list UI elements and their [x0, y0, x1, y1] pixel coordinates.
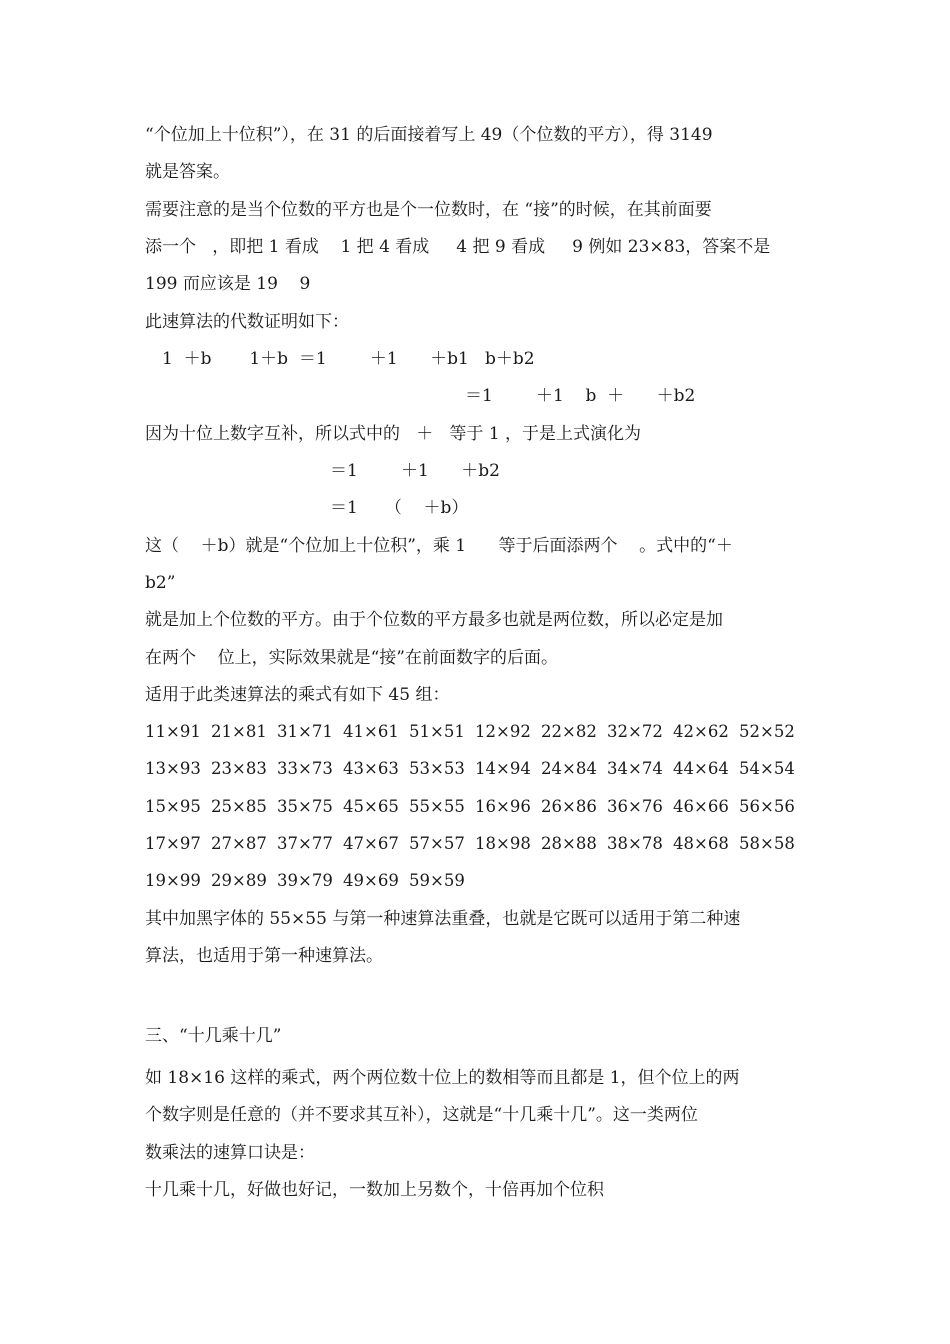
paragraph-line: 就是答案。 [145, 162, 230, 182]
paragraph-line: b2” [145, 573, 176, 593]
table-cell: 19×99 [145, 871, 201, 890]
table-cell: 31×71 [277, 722, 333, 741]
paragraph-line: 十几乘十几，好做也好记，一数加上另数个，十倍再加个位积 [145, 1180, 604, 1200]
table-cell: 27×87 [211, 834, 267, 853]
paragraph-line: 数乘法的速算口诀是： [145, 1143, 315, 1163]
table-cell: 48×68 [673, 834, 729, 853]
paragraph-line: 199 而应该是 19 9 [145, 274, 311, 294]
table-cell: 24×84 [541, 759, 597, 778]
paragraph-line: 如 18×16 这样的乘式，两个两位数十位上的数相等而且都是 1，但个位上的两 [145, 1068, 740, 1088]
paragraph-line: 此速算法的代数证明如下： [145, 312, 349, 332]
table-cell: 56×56 [739, 797, 795, 816]
table-cell: 25×85 [211, 797, 267, 816]
table-cell: 57×57 [409, 834, 465, 853]
table-cell: 26×86 [541, 797, 597, 816]
paragraph-line: 算法，也适用于第一种速算法。 [145, 946, 383, 966]
table-row [145, 758, 805, 780]
table-cell: 55×55 [409, 797, 465, 816]
paragraph-line: 需要注意的是当个位数的平方也是个一位数时，在 “接”的时候，在其前面要 [145, 200, 712, 220]
table-cell: 18×98 [475, 834, 531, 853]
formula-line: ＝1 （ ＋b） [330, 498, 469, 518]
table-cell: 33×73 [277, 759, 333, 778]
table-cell: 38×78 [607, 834, 663, 853]
paragraph-line: 因为十位上数字互补，所以式中的 ＋ 等于 1 ，于是上式演化为 [145, 424, 642, 444]
table-cell: 35×75 [277, 797, 333, 816]
table-row [145, 833, 805, 855]
table-cell: 51×51 [409, 722, 465, 741]
paragraph-line: 这（ ＋b）就是“个位加上十位积”，乘 1 等于后面添两个 。式中的“＋ [145, 536, 733, 556]
table-cell: 41×61 [343, 722, 399, 741]
formula-line: ＝1 ＋1 b ＋ ＋b2 [465, 386, 696, 406]
table-row [145, 721, 805, 743]
table-cell: 53×53 [409, 759, 465, 778]
formula-line: ＝1 ＋1 ＋b2 [330, 461, 500, 481]
table-cell: 47×67 [343, 834, 399, 853]
section-heading: 三、“十几乘十几” [145, 1026, 282, 1046]
table-cell: 59×59 [409, 871, 465, 890]
table-cell: 58×58 [739, 834, 795, 853]
table-row [145, 796, 805, 818]
table-cell: 22×82 [541, 722, 597, 741]
paragraph-line: 其中加黑字体的 55×55 与第一种速算法重叠，也就是它既可以适用于第二种速 [145, 909, 741, 929]
table-cell: 32×72 [607, 722, 663, 741]
table-cell: 37×77 [277, 834, 333, 853]
table-cell: 49×69 [343, 871, 399, 890]
table-cell: 42×62 [673, 722, 729, 741]
table-cell: 36×76 [607, 797, 663, 816]
table-cell: 34×74 [607, 759, 663, 778]
table-cell: 52×52 [739, 722, 795, 741]
table-cell: 13×93 [145, 759, 201, 778]
table-cell: 28×88 [541, 834, 597, 853]
paragraph-line: 就是加上个位数的平方。由于个位数的平方最多也就是两位数，所以必定是加 [145, 610, 723, 630]
table-cell: 16×96 [475, 797, 531, 816]
paragraph-line: 个数字则是任意的（并不要求其互补），这就是“十几乘十几”。这一类两位 [145, 1105, 698, 1125]
paragraph-line: “个位加上十位积”），在 31 的后面接着写上 49（个位数的平方），得 3149 [145, 125, 713, 145]
table-cell: 14×94 [475, 759, 531, 778]
paragraph-line: 在两个 位上，实际效果就是“接”在前面数字的后面。 [145, 648, 558, 668]
table-cell: 46×66 [673, 797, 729, 816]
paragraph-line: 添一个 ，即把 1 看成 1 把 4 看成 4 把 9 看成 9 例如 23×83，答案不是 [145, 237, 771, 257]
table-cell: 45×65 [343, 797, 399, 816]
formula-line: 1 ＋b 1＋b ＝1 ＋1 ＋b1 b＋b2 [162, 349, 535, 369]
table-row [145, 870, 475, 892]
table-cell: 43×63 [343, 759, 399, 778]
table-cell: 11×91 [145, 722, 201, 741]
table-cell: 54×54 [739, 759, 795, 778]
table-cell: 15×95 [145, 797, 201, 816]
table-cell: 23×83 [211, 759, 267, 778]
table-cell: 39×79 [277, 871, 333, 890]
table-cell: 17×97 [145, 834, 201, 853]
table-cell: 12×92 [475, 722, 531, 741]
table-cell: 29×89 [211, 871, 267, 890]
paragraph-line: 适用于此类速算法的乘式有如下 45 组： [145, 685, 450, 705]
table-cell: 44×64 [673, 759, 729, 778]
table-cell: 21×81 [211, 722, 267, 741]
